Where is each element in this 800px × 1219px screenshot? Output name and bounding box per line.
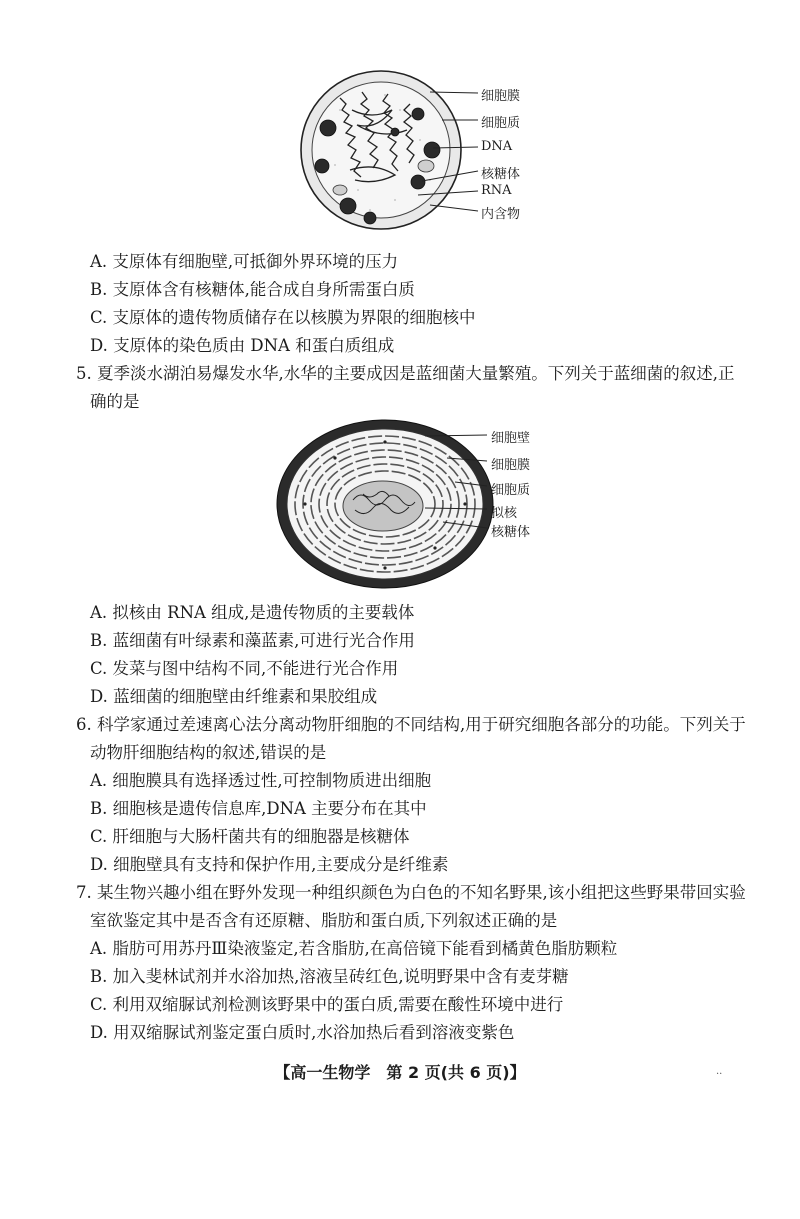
label-cytoplasm-2: 细胞质 <box>491 483 531 498</box>
q7-stem-line2: 室欲鉴定其中是否含有还原糖、脂肪和蛋白质,下列叙述正确的是 <box>90 911 558 930</box>
q7-option-a: A. 脂肪可用苏丹Ⅲ染液鉴定,若含脂肪,在高倍镜下能看到橘黄色脂肪颗粒 <box>90 939 618 958</box>
cyanobacterium-diagram <box>275 418 535 590</box>
corner-mark: .. <box>716 1066 723 1077</box>
label-ribosome: 核糖体 <box>481 167 521 182</box>
q5-stem-line1: 5. 夏季淡水湖泊易爆发水华,水华的主要成因是蓝细菌大量繁殖。下列关于蓝细菌的叙述,正 <box>76 364 735 383</box>
label-nucleoid: 拟核 <box>491 506 518 521</box>
q5-option-c: C. 发菜与图中结构不同,不能进行光合作用 <box>90 659 399 678</box>
label-cell-membrane: 细胞膜 <box>481 89 521 104</box>
label-cell-membrane-2: 细胞膜 <box>491 458 531 473</box>
q7-option-d: D. 用双缩脲试剂鉴定蛋白质时,水浴加热后看到溶液变紫色 <box>90 1023 515 1042</box>
q5-option-a: A. 拟核由 RNA 组成,是遗传物质的主要载体 <box>90 603 415 622</box>
q5-stem-line2: 确的是 <box>90 392 140 411</box>
q6-stem-line1: 6. 科学家通过差速离心法分离动物肝细胞的不同结构,用于研究细胞各部分的功能。下列关于 <box>76 715 746 734</box>
q6-stem-line2: 动物肝细胞结构的叙述,错误的是 <box>90 743 327 762</box>
q7-option-b: B. 加入斐林试剂并水浴加热,溶液呈砖红色,说明野果中含有麦芽糖 <box>90 967 569 986</box>
page-footer: 【高一生物学 第 2 页(共 6 页)】 <box>274 1063 526 1082</box>
q4-option-b: B. 支原体含有核糖体,能合成自身所需蛋白质 <box>90 280 415 299</box>
mycoplasma-diagram <box>300 70 540 240</box>
q5-option-d: D. 蓝细菌的细胞壁由纤维素和果胶组成 <box>90 687 378 706</box>
q6-option-a: A. 细胞膜具有选择透过性,可控制物质进出细胞 <box>90 771 432 790</box>
q6-option-b: B. 细胞核是遗传信息库,DNA 主要分布在其中 <box>90 799 427 818</box>
label-inclusion: 内含物 <box>481 207 521 222</box>
q6-option-c: C. 肝细胞与大肠杆菌共有的细胞器是核糖体 <box>90 827 410 846</box>
label-dna: DNA <box>481 139 513 154</box>
label-rna: RNA <box>481 183 512 198</box>
q4-option-a: A. 支原体有细胞壁,可抵御外界环境的压力 <box>90 252 399 271</box>
q7-stem-line1: 7. 某生物兴趣小组在野外发现一种组织颜色为白色的不知名野果,该小组把这些野果带回实验 <box>76 883 746 902</box>
label-cell-wall: 细胞壁 <box>491 431 531 446</box>
q4-option-c: C. 支原体的遗传物质储存在以核膜为界限的细胞核中 <box>90 308 476 327</box>
q7-option-c: C. 利用双缩脲试剂检测该野果中的蛋白质,需要在酸性环境中进行 <box>90 995 564 1014</box>
q4-option-d: D. 支原体的染色质由 DNA 和蛋白质组成 <box>90 336 395 355</box>
q6-option-d: D. 细胞壁具有支持和保护作用,主要成分是纤维素 <box>90 855 449 874</box>
q5-option-b: B. 蓝细菌有叶绿素和藻蓝素,可进行光合作用 <box>90 631 415 650</box>
label-cytoplasm: 细胞质 <box>481 116 521 131</box>
label-ribosome-2: 核糖体 <box>491 525 531 540</box>
